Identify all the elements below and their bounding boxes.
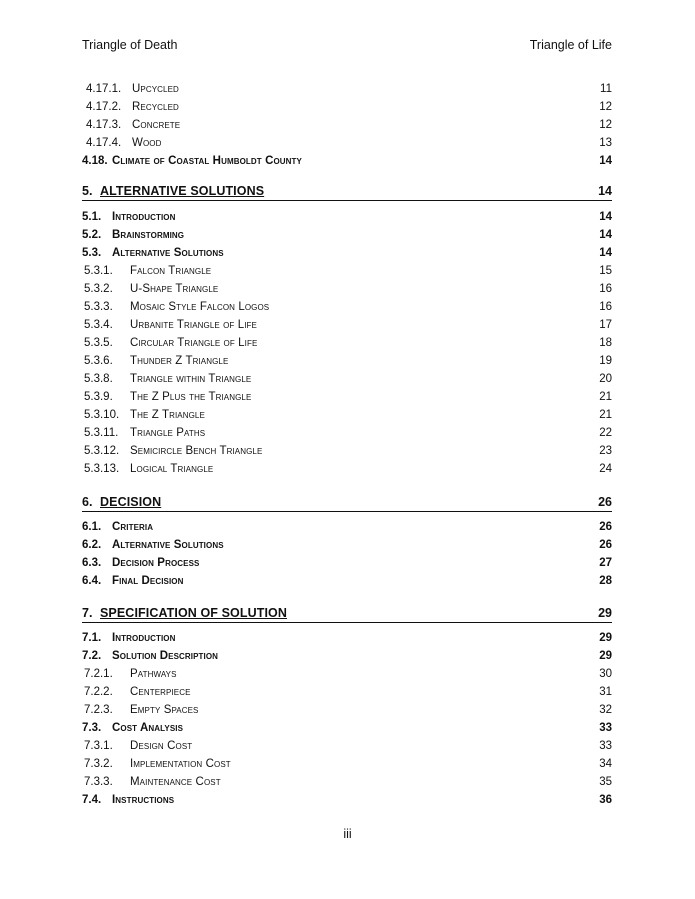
toc-entry-title: U-Shape Triangle bbox=[130, 283, 219, 295]
toc-entry-page: 13 bbox=[599, 137, 612, 149]
toc-entry-page: 18 bbox=[599, 337, 612, 349]
toc-entry-number: 5.2. bbox=[82, 229, 102, 241]
toc-entry-number: 7.2. bbox=[82, 650, 102, 662]
toc-entry-title: Final Decision bbox=[112, 575, 184, 587]
toc-entry-page: 16 bbox=[599, 301, 612, 313]
toc-entry[interactable] bbox=[82, 554, 612, 572]
toc-entry-number: 4.17.4. bbox=[86, 137, 122, 149]
toc-entry-number: 6.3. bbox=[82, 557, 102, 569]
toc-entry-title: Thunder Z Triangle bbox=[130, 355, 229, 367]
toc-entry[interactable] bbox=[82, 605, 612, 623]
toc-entry-title: Design Cost bbox=[130, 740, 193, 752]
toc-entry-title: Falcon Triangle bbox=[130, 265, 212, 277]
toc-entry[interactable] bbox=[82, 208, 612, 226]
toc-entry-number: 5.3.4. bbox=[84, 319, 113, 331]
toc-entry[interactable] bbox=[82, 226, 612, 244]
toc-entry[interactable] bbox=[82, 791, 612, 809]
toc-entry-page: 14 bbox=[599, 211, 612, 223]
toc-entry-page: 27 bbox=[599, 557, 612, 569]
toc-entry[interactable] bbox=[82, 388, 612, 406]
toc-entry[interactable] bbox=[82, 370, 612, 388]
toc-entry-title: Solution Description bbox=[112, 650, 219, 662]
toc-entry[interactable] bbox=[82, 244, 612, 262]
toc-entry-page: 14 bbox=[599, 155, 612, 167]
toc-entry-page: 33 bbox=[599, 722, 612, 734]
toc-entry[interactable] bbox=[82, 406, 612, 424]
toc-entry-title: Semicircle Bench Triangle bbox=[130, 445, 263, 457]
toc-entry-page: 26 bbox=[599, 539, 612, 551]
toc-entry-page: 26 bbox=[598, 495, 612, 509]
toc-entry[interactable] bbox=[82, 683, 612, 701]
toc-entry-page: 28 bbox=[599, 575, 612, 587]
toc-entry-title: Centerpiece bbox=[130, 686, 191, 698]
running-header-left: Triangle of Death bbox=[82, 38, 178, 52]
toc-entry-page: 12 bbox=[599, 119, 612, 131]
toc-entry-title: Introduction bbox=[112, 632, 176, 644]
toc-entry-number: 5.3.8. bbox=[84, 373, 113, 385]
running-header-right: Triangle of Life bbox=[529, 38, 612, 52]
toc-entry-page: 29 bbox=[598, 606, 612, 620]
toc-entry-page: 14 bbox=[599, 229, 612, 241]
toc-entry-title: Cost Analysis bbox=[112, 722, 184, 734]
toc-entry-number: 5.3.11. bbox=[84, 427, 119, 439]
toc-entry-title: Instructions bbox=[112, 794, 175, 806]
toc-entry-page: 20 bbox=[599, 373, 612, 385]
toc-entry-page: 11 bbox=[600, 83, 612, 95]
toc-entry[interactable] bbox=[82, 518, 612, 536]
toc-entry-number: 5.3.5. bbox=[84, 337, 113, 349]
toc-entry[interactable] bbox=[82, 773, 612, 791]
toc-entry-page: 14 bbox=[598, 184, 612, 198]
toc-entry-number: 4.17.2. bbox=[86, 101, 122, 113]
toc-entry-page: 14 bbox=[599, 247, 612, 259]
toc-entry[interactable] bbox=[82, 334, 612, 352]
toc-entry-number: 6. bbox=[82, 495, 93, 509]
toc-entry-page: 17 bbox=[599, 319, 612, 331]
toc-entry[interactable] bbox=[82, 647, 612, 665]
toc-entry[interactable] bbox=[82, 572, 612, 590]
toc-entry[interactable] bbox=[82, 116, 612, 134]
toc-entry-page: 30 bbox=[599, 668, 612, 680]
toc-entry-number: 5.3.9. bbox=[84, 391, 113, 403]
toc-entry-number: 5.3. bbox=[82, 247, 102, 259]
toc-entry[interactable] bbox=[82, 755, 612, 773]
toc-entry-number: 5.3.12. bbox=[84, 445, 120, 457]
toc-entry-page: 26 bbox=[599, 521, 612, 533]
toc-entry-page: 36 bbox=[599, 794, 612, 806]
toc-entry-title: Logical Triangle bbox=[130, 463, 214, 475]
toc-entry-title: Concrete bbox=[132, 119, 181, 131]
toc-entry-page: 12 bbox=[599, 101, 612, 113]
toc-entry-number: 7.2.1. bbox=[84, 668, 113, 680]
toc-entry-title: Upcycled bbox=[132, 83, 179, 95]
toc-entry[interactable] bbox=[82, 737, 612, 755]
toc-entry-title: Introduction bbox=[112, 211, 176, 223]
toc-entry-number: 7. bbox=[82, 606, 93, 620]
toc-entry-title: The Z Triangle bbox=[130, 409, 205, 421]
toc-entry[interactable] bbox=[82, 665, 612, 683]
toc-entry-title: Circular Triangle of Life bbox=[130, 337, 258, 349]
toc-entry-page: 23 bbox=[599, 445, 612, 457]
toc-entry-number: 5.3.6. bbox=[84, 355, 113, 367]
toc-entry-title: DECISION bbox=[100, 495, 162, 509]
toc-entry[interactable] bbox=[82, 460, 612, 478]
toc-entry[interactable] bbox=[82, 424, 612, 442]
toc-entry[interactable] bbox=[82, 719, 612, 737]
toc-entry[interactable] bbox=[82, 442, 612, 460]
toc-entry-number: 5.3.2. bbox=[84, 283, 113, 295]
toc-entry-number: 7.3. bbox=[82, 722, 102, 734]
toc-entry-title: Pathways bbox=[130, 668, 177, 680]
toc-entry-title: Urbanite Triangle of Life bbox=[130, 319, 257, 331]
toc-entry[interactable] bbox=[82, 701, 612, 719]
toc-entry[interactable] bbox=[82, 629, 612, 647]
toc-entry-title: Alternative Solutions bbox=[112, 247, 224, 259]
toc-entry-page: 35 bbox=[599, 776, 612, 788]
toc-entry[interactable] bbox=[82, 298, 612, 316]
toc-entry-number: 5.3.10. bbox=[84, 409, 120, 421]
toc-entry-number: 5.3.1. bbox=[84, 265, 113, 277]
toc-entry-title: SPECIFICATION OF SOLUTION bbox=[100, 606, 287, 620]
toc-entry-title: Empty Spaces bbox=[130, 704, 199, 716]
toc-entry-title: Recycled bbox=[132, 101, 179, 113]
toc-entry-number: 7.3.3. bbox=[84, 776, 113, 788]
toc-entry-number: 5.3.13. bbox=[84, 463, 120, 475]
toc-entry-title: Implementation Cost bbox=[130, 758, 231, 770]
toc-entry-title: Alternative Solutions bbox=[112, 539, 224, 551]
toc-entry-title: ALTERNATIVE SOLUTIONS bbox=[100, 184, 265, 198]
toc-entry-page: 32 bbox=[599, 704, 612, 716]
toc-entry[interactable] bbox=[82, 98, 612, 116]
toc-entry-number: 7.1. bbox=[82, 632, 102, 644]
toc-entry-title: Wood bbox=[132, 137, 162, 149]
toc-entry[interactable] bbox=[82, 183, 612, 201]
toc-entry[interactable] bbox=[82, 134, 612, 152]
toc-entry-number: 7.2.3. bbox=[84, 704, 113, 716]
toc-entry[interactable] bbox=[82, 352, 612, 370]
toc-entry-title: Triangle Paths bbox=[130, 427, 206, 439]
toc-entry-number: 4.17.3. bbox=[86, 119, 122, 131]
toc-entry-title: Brainstorming bbox=[112, 229, 185, 241]
toc-entry-page: 15 bbox=[599, 265, 612, 277]
toc-entry-title: Mosaic Style Falcon Logos bbox=[130, 301, 270, 313]
toc-entry-page: 21 bbox=[599, 391, 612, 403]
toc-entry[interactable] bbox=[82, 80, 612, 98]
toc-entry-number: 4.17.1. bbox=[86, 83, 122, 95]
toc-entry[interactable] bbox=[82, 316, 612, 334]
toc-entry-number: 5.1. bbox=[82, 211, 102, 223]
toc-entry-page: 31 bbox=[599, 686, 612, 698]
toc-entry-title: Triangle within Triangle bbox=[130, 373, 252, 385]
toc-entry-number: 5.3.3. bbox=[84, 301, 113, 313]
toc-entry-page: 33 bbox=[599, 740, 612, 752]
toc-entry[interactable] bbox=[82, 280, 612, 298]
toc-entry[interactable] bbox=[82, 536, 612, 554]
toc-entry-number: 6.1. bbox=[82, 521, 102, 533]
page-number: iii bbox=[343, 827, 352, 841]
toc-entry-page: 24 bbox=[599, 463, 612, 475]
toc-entry-page: 29 bbox=[599, 632, 612, 644]
toc-entry-title: Maintenance Cost bbox=[130, 776, 221, 788]
toc-entry[interactable] bbox=[82, 494, 612, 512]
toc-entry[interactable] bbox=[82, 262, 612, 280]
toc-entry-title: Criteria bbox=[112, 521, 154, 533]
toc-entry-number: 4.18. bbox=[82, 155, 108, 167]
toc-entry-page: 22 bbox=[599, 427, 612, 439]
toc-entry[interactable] bbox=[82, 152, 612, 170]
toc-entry-page: 16 bbox=[599, 283, 612, 295]
toc-entry-page: 21 bbox=[599, 409, 612, 421]
toc-entry-page: 19 bbox=[599, 355, 612, 367]
toc-entry-number: 7.3.1. bbox=[84, 740, 113, 752]
toc-entry-number: 6.4. bbox=[82, 575, 102, 587]
toc-entry-number: 7.4. bbox=[82, 794, 102, 806]
toc-entry-number: 7.3.2. bbox=[84, 758, 113, 770]
toc-entry-number: 5. bbox=[82, 184, 93, 198]
toc-entry-number: 7.2.2. bbox=[84, 686, 113, 698]
toc-entry-title: Decision Process bbox=[112, 557, 200, 569]
toc-entry-title: Climate of Coastal Humboldt County bbox=[112, 155, 302, 167]
toc-entry-page: 34 bbox=[599, 758, 612, 770]
toc-entry-page: 29 bbox=[599, 650, 612, 662]
toc-entry-title: The Z Plus the Triangle bbox=[130, 391, 252, 403]
toc-entry-number: 6.2. bbox=[82, 539, 102, 551]
